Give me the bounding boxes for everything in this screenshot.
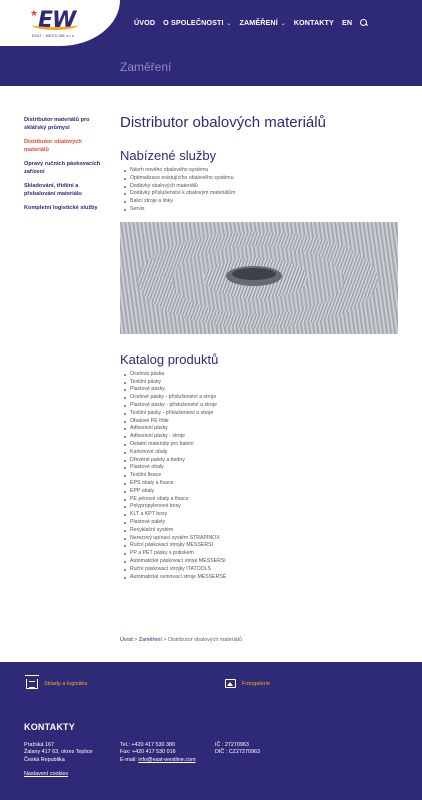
list-item: Ostatní materiály pro balení	[124, 441, 400, 449]
nav-item-company[interactable]	[163, 18, 231, 27]
catalog-heading: Katalog produktů	[120, 351, 219, 367]
chevron-down-icon: ⌄	[224, 21, 232, 27]
list-item: Plastové pásky	[124, 386, 400, 394]
list-item: Ocelové pásky - příslušenství a stroje	[124, 394, 400, 402]
warehouse-icon	[26, 679, 38, 689]
list-item: Návrh nového obalového systému	[124, 167, 400, 175]
main-nav	[134, 18, 368, 27]
breadcrumb	[120, 637, 242, 643]
list-item: Adhezivní pásky	[124, 425, 400, 433]
services-heading: Nabízené služby	[120, 148, 217, 163]
sidebar-item-repairs[interactable]: Opravy ručních páskovacích zařízení	[24, 161, 101, 175]
list-item: Ruční páskovací strojky ITATOOLS	[124, 566, 400, 574]
list-item: EPS obaly a fixace	[124, 480, 400, 488]
breadcrumb-home[interactable]: Úvod	[120, 637, 133, 643]
nav-label: KONTAKTY	[293, 18, 334, 27]
company-id: IČ : 27270963	[215, 742, 249, 748]
catalog-list	[120, 371, 400, 582]
list-item: Ruční páskovací strojky MESSERSI	[124, 542, 400, 550]
list-item: KLT a KPT boxy	[124, 511, 400, 519]
logo-swoosh	[32, 20, 78, 30]
footer-address	[24, 742, 93, 764]
list-item: Textilní pásky	[124, 379, 400, 387]
list-item: Ocelová páska	[124, 371, 400, 379]
image-icon	[225, 679, 236, 688]
nav-item-focus[interactable]	[239, 18, 285, 27]
list-item: Balicí stroje a linky	[124, 198, 400, 206]
footer-company-ids	[215, 742, 260, 757]
corrugated-cardboard-photo	[120, 222, 398, 334]
list-item: Obalové PE fólie	[124, 418, 400, 426]
email-line	[120, 757, 196, 764]
list-item: Adhezivní pásky - stroje	[124, 433, 400, 441]
contacts-heading: KONTAKTY	[24, 722, 75, 732]
vat-id: DIČ : CZ27270963	[215, 749, 260, 756]
breadcrumb-separator: >	[161, 637, 168, 643]
main-content	[120, 114, 400, 581]
list-item: EPP obaly	[124, 488, 400, 496]
address-line: Pražská 167	[24, 742, 54, 748]
list-item: Recyklační systém	[124, 527, 400, 535]
nav-item-contacts[interactable]	[294, 18, 334, 27]
sidebar-item-storage[interactable]: Skladování, třídění a přebalování materiálu	[24, 183, 82, 197]
list-item: PE pěnové obaly a fixace	[124, 496, 400, 504]
phone-number: Tel.: +420 417 530 380	[120, 742, 176, 748]
list-item: Dřevěné palety a bedny	[124, 457, 400, 465]
footer-links	[0, 662, 422, 704]
breadcrumb-separator: >	[132, 637, 139, 643]
fax-number: Fax: +420 417 530 016	[120, 749, 176, 756]
nav-label: ZAMĚŘENÍ	[239, 18, 278, 27]
sidebar-item-packaging[interactable]: Distributor obalových materiálů	[24, 139, 82, 153]
list-item: Kartonové obaly	[124, 449, 400, 457]
list-item: Nerezový upínací systém STRAPINOX	[124, 535, 400, 543]
cardboard-image	[120, 222, 398, 334]
page-hero	[0, 46, 422, 86]
email-label: E-mail:	[120, 756, 139, 763]
nav-item-language[interactable]	[342, 18, 352, 27]
services-list	[120, 167, 400, 214]
list-item: PP a PET pásky s potiskem	[124, 550, 400, 558]
list-item: Automatické páskovací stroje MESSERSI	[124, 558, 400, 566]
list-item: Dodávky příslušenství k obalovým materiálům	[124, 190, 400, 198]
chevron-down-icon: ⌄	[278, 21, 286, 27]
star-icon: ★	[30, 8, 39, 18]
gallery-link-label: Fotogalerie	[242, 680, 270, 687]
breadcrumb-parent[interactable]: Zaměření	[138, 637, 162, 643]
storage-link[interactable]	[26, 679, 87, 689]
list-item: Plastové obaly	[124, 464, 400, 472]
list-item: Servis	[124, 206, 400, 214]
nav-item-home[interactable]	[134, 18, 155, 27]
nav-label: EN	[341, 18, 353, 27]
list-item: Plastové pásky - příslušenství a stroje	[124, 402, 400, 410]
nav-label: ÚVOD	[134, 18, 156, 27]
gallery-link[interactable]	[225, 679, 270, 688]
breadcrumb-current: Distributor obalových materiálů	[167, 637, 242, 643]
hero-title: Zaměření	[120, 60, 172, 74]
sidebar-nav	[24, 116, 108, 218]
address-line: Žalany 417 63, okres Teplice	[24, 749, 93, 756]
list-item: Textilní pásky - příslušenství a stroje	[124, 410, 400, 418]
list-item: Polypropylenové boxy	[124, 503, 400, 511]
address-line: Česká Republika	[24, 756, 65, 763]
storage-link-label: Sklady a logistika	[44, 681, 88, 687]
sidebar-item-logistics[interactable]: Kompletní logistické služby	[24, 205, 98, 211]
site-footer	[0, 704, 422, 800]
site-logo[interactable]	[30, 6, 80, 42]
footer-phone-block	[120, 742, 196, 764]
logo-mark: EW	[38, 8, 76, 33]
email-link[interactable]: info@east-westline.com	[138, 756, 196, 763]
cookie-settings-link[interactable]: Nastavení cookies	[24, 771, 69, 777]
list-item: Optimalizace existujícího obalového systému	[124, 175, 400, 183]
list-item: Automatické ovinovací stroje MESSERSÈ	[124, 574, 400, 582]
nav-label: O SPOLEČNOSTI	[163, 18, 224, 27]
logo-subtitle: EAST - WESTLINE s.r.o.	[32, 34, 76, 38]
search-icon[interactable]	[360, 19, 368, 27]
list-item: Dodávky obalových materiálů	[124, 183, 400, 191]
list-item: Plastové palety	[124, 519, 400, 527]
page-title: Distributor obalových materiálů	[120, 114, 326, 131]
list-item: Textilní fixace	[124, 472, 400, 480]
sidebar-item-glass[interactable]: Distributor materiálů pro sklářský průmysl	[24, 117, 90, 131]
